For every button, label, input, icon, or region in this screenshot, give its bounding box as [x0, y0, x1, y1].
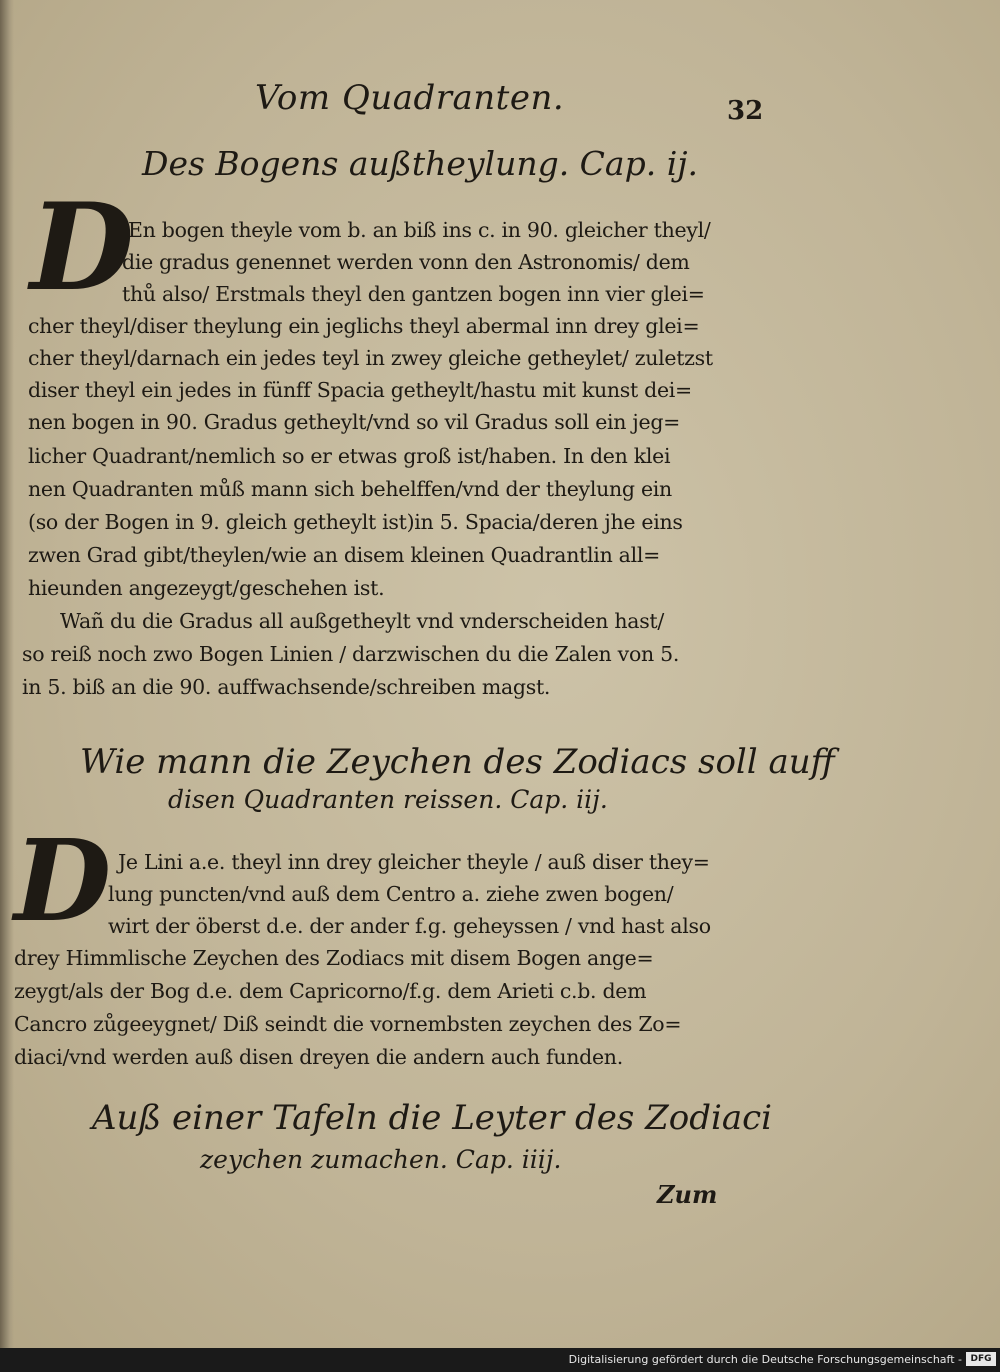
- text-line: Cancro zůgeeygnet/ Diß seindt die vornembsten zeychen des Zo=: [14, 1012, 682, 1036]
- text-line: En bogen theyle vom b. an biß ins c. in 90. gleicher theyl/: [128, 218, 711, 242]
- footer-bar: [0, 1348, 1000, 1372]
- text-line: diser theyl ein jedes in fünff Spacia getheylt/hastu mit kunst dei=: [28, 378, 692, 402]
- running-title: Vom Quadranten.: [255, 78, 565, 118]
- text-line: Je Lini a.e. theyl inn drey gleicher theyle / auß diser they=: [118, 850, 710, 874]
- dfg-logo-icon: DFG: [966, 1352, 996, 1366]
- text-line: diaci/vnd werden auß disen dreyen die andern auch funden.: [14, 1045, 623, 1069]
- section1-heading: Des Bogens außtheylung. Cap. ij.: [142, 144, 698, 183]
- page-gutter-shadow: [0, 0, 14, 1348]
- text-line: drey Himmlische Zeychen des Zodiacs mit disem Bogen ange=: [14, 946, 654, 970]
- text-line: cher theyl/diser theylung ein jeglichs theyl abermal inn drey glei=: [28, 314, 700, 338]
- section3-subheading: zeychen zumachen. Cap. iiij.: [200, 1145, 562, 1174]
- text-line: nen Quadranten můß mann sich behelffen/vnd der theylung ein: [28, 477, 672, 501]
- text-line: so reiß noch zwo Bogen Linien / darzwischen du die Zalen von 5.: [22, 642, 680, 666]
- section2-initial-letter: D: [14, 816, 112, 947]
- section2-heading: Wie mann die Zeychen des Zodiacs soll auff: [80, 742, 835, 782]
- text-line: wirt der öberst d.e. der ander f.g. geheyssen / vnd hast also: [108, 914, 711, 938]
- text-line: thů also/ Erstmals theyl den gantzen bogen inn vier glei=: [122, 282, 705, 306]
- section3-heading: Auß einer Tafeln die Leyter des Zodiaci: [92, 1098, 773, 1138]
- text-line: hieunden angezeygt/geschehen ist.: [28, 576, 385, 600]
- text-line: lung puncten/vnd auß dem Centro a. ziehe zwen bogen/: [108, 882, 674, 906]
- page-header: [0, 78, 1000, 128]
- text-line: zwen Grad gibt/theylen/wie an disem kleinen Quadrantlin all=: [28, 543, 660, 567]
- text-line: (so der Bogen in 9. gleich getheylt ist)in 5. Spacia/deren jhe eins: [28, 510, 683, 534]
- text-line: cher theyl/darnach ein jedes teyl in zwey gleiche getheylet/ zuletzst: [28, 346, 713, 370]
- text-line: nen bogen in 90. Gradus getheylt/vnd so vil Gradus soll ein jeg=: [28, 410, 681, 434]
- catchword: Zum: [657, 1180, 718, 1209]
- text-line: zeygt/als der Bog d.e. dem Capricorno/f.g. dem Arieti c.b. dem: [14, 979, 647, 1003]
- text-line: in 5. biß an die 90. auffwachsende/schreiben magst.: [22, 675, 551, 699]
- section2-subheading: disen Quadranten reissen. Cap. iij.: [168, 785, 608, 814]
- funding-credit: Digitalisierung gefördert durch die Deutsche Forschungsgemeinschaft -: [568, 1353, 962, 1366]
- page-number: 32: [727, 96, 764, 126]
- text-line: licher Quadrant/nemlich so er etwas groß ist/haben. In den klei: [28, 444, 671, 468]
- text-line: die gradus genennet werden vonn den Astronomis/ dem: [122, 250, 690, 274]
- section1-initial-letter: D: [30, 177, 135, 318]
- text-line: Wañ du die Gradus all außgetheylt vnd vnderscheiden hast/: [60, 609, 664, 633]
